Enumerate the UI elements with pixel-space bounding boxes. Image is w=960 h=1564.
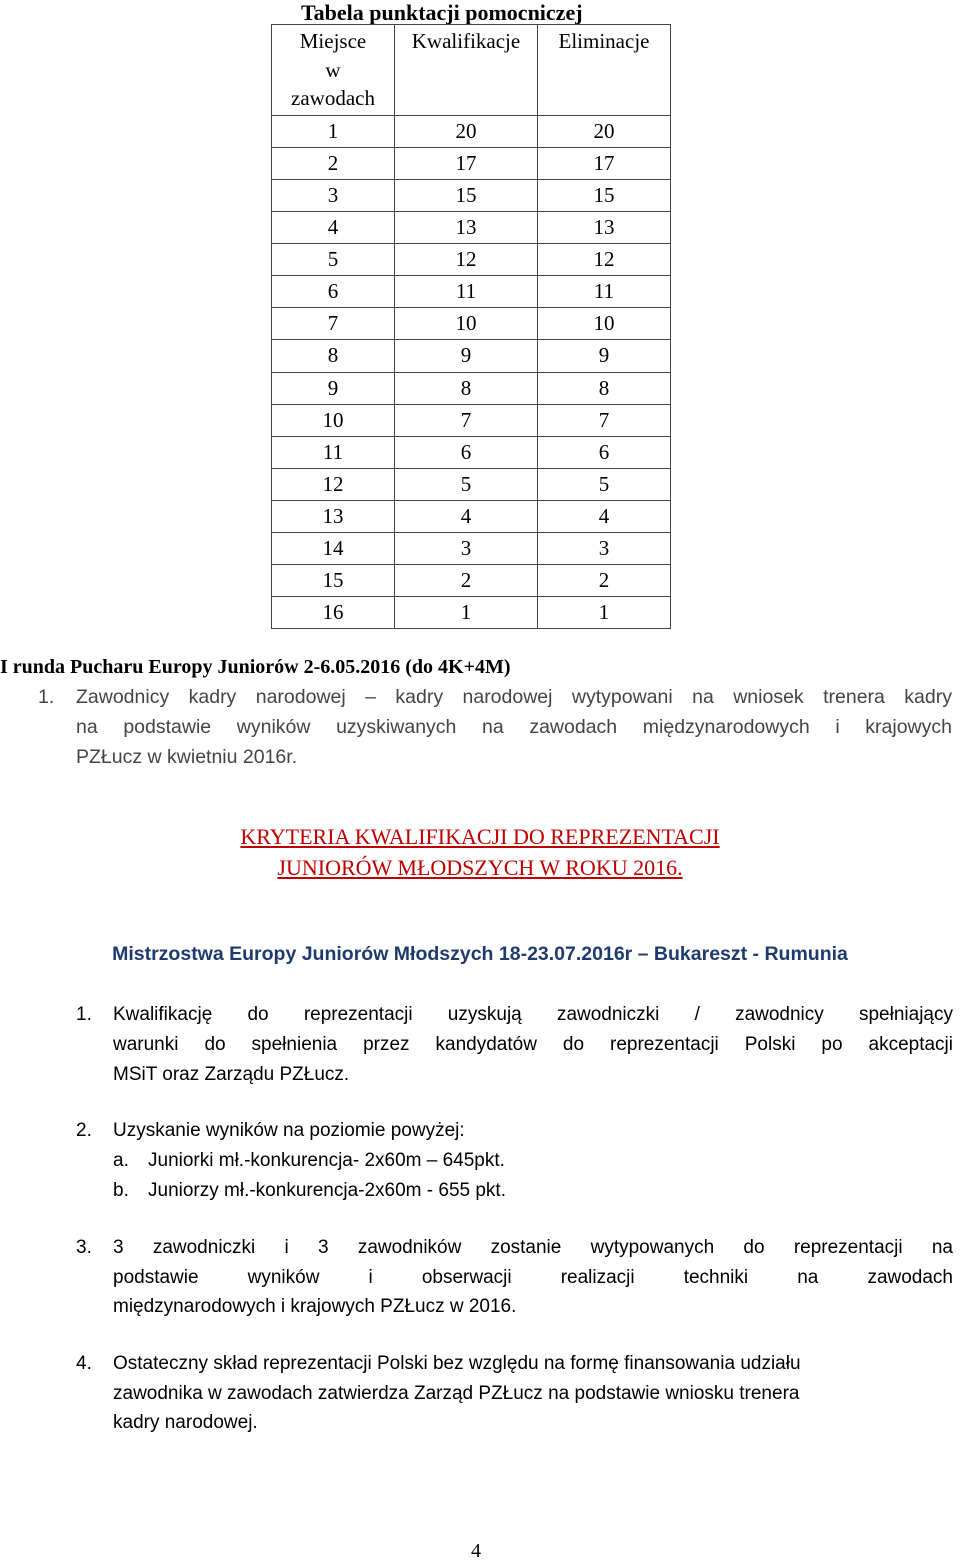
place-cell: 9 xyxy=(272,372,395,404)
place-cell: 4 xyxy=(272,212,395,244)
place-cell: 3 xyxy=(272,179,395,211)
place-cell: 6 xyxy=(272,276,395,308)
criteria-item-line: Uzyskanie wyników na poziomie powyżej: xyxy=(113,1120,465,1141)
eliminations-cell: 6 xyxy=(538,436,671,468)
table-row xyxy=(272,533,671,565)
qualifications-cell: 20 xyxy=(395,115,538,147)
criteria-item-number: 2. xyxy=(76,1120,92,1141)
qualifications-cell: 4 xyxy=(395,500,538,532)
eliminations-cell: 4 xyxy=(538,500,671,532)
place-cell: 11 xyxy=(272,436,395,468)
qualifications-cell: 11 xyxy=(395,276,538,308)
criteria-item-number: 3. xyxy=(76,1237,92,1258)
column-header-place xyxy=(272,25,395,116)
place-cell: 7 xyxy=(272,308,395,340)
table-row xyxy=(272,244,671,276)
table-row xyxy=(272,276,671,308)
criteria-item-line: Ostateczny skład reprezentacji Polski bez względu na formę finansowania udziału xyxy=(113,1353,801,1374)
table-row xyxy=(272,404,671,436)
qualifications-cell: 3 xyxy=(395,533,538,565)
criteria-item-line: warunki do spełnienia przez kandydatów do reprezentacji Polski po akceptacji xyxy=(113,1034,953,1055)
criteria-subitem-text: Juniorki mł.-konkurencja- 2x60m – 645pkt. xyxy=(148,1150,505,1171)
qualifications-cell: 12 xyxy=(395,244,538,276)
table-row xyxy=(272,372,671,404)
round-item-line: Zawodnicy kadry narodowej – kadry narodowej wytypowani na wniosek trenera kadry xyxy=(76,686,952,708)
criteria-heading-line2: JUNIORÓW MŁODSZYCH W ROKU 2016. xyxy=(277,855,683,880)
eliminations-cell: 10 xyxy=(538,308,671,340)
header-place-line: zawodach xyxy=(291,86,375,111)
qualifications-cell: 10 xyxy=(395,308,538,340)
qualifications-cell: 6 xyxy=(395,436,538,468)
criteria-item-number: 1. xyxy=(76,1004,92,1025)
table-row xyxy=(272,212,671,244)
eliminations-cell: 15 xyxy=(538,179,671,211)
criteria-item-line: kadry narodowej. xyxy=(113,1412,258,1433)
criteria-item-line: międzynarodowych i krajowych PZŁucz w 2016. xyxy=(113,1296,517,1317)
place-cell: 13 xyxy=(272,500,395,532)
criteria-item-line: podstawie wyników i obserwacji realizacji techniki na zawodach xyxy=(113,1267,953,1288)
column-header-qualifications: Kwalifikacje xyxy=(395,25,538,116)
qualifications-cell: 17 xyxy=(395,147,538,179)
page-number: 4 xyxy=(471,1540,481,1562)
criteria-item-line: Kwalifikację do reprezentacji uzyskują zawodniczki / zawodnicy spełniający xyxy=(113,1004,953,1025)
criteria-item-line: zawodnika w zawodach zatwierdza Zarząd PZŁucz na podstawie wniosku trenera xyxy=(113,1383,800,1404)
qualifications-cell: 2 xyxy=(395,565,538,597)
place-cell: 8 xyxy=(272,340,395,372)
table-title: Tabela punktacji pomocniczej xyxy=(301,0,583,25)
criteria-item-line: MSiT oraz Zarządu PZŁucz. xyxy=(113,1064,350,1085)
criteria-item-line: 3 zawodniczki i 3 zawodników zostanie wytypowanych do reprezentacji na xyxy=(113,1237,953,1258)
table-row xyxy=(272,115,671,147)
eliminations-cell: 13 xyxy=(538,212,671,244)
championship-heading: Mistrzostwa Europy Juniorów Młodszych 18-23.07.2016r – Bukareszt - Rumunia xyxy=(112,943,848,965)
table-body xyxy=(272,115,671,629)
eliminations-cell: 9 xyxy=(538,340,671,372)
round-heading: I runda Pucharu Europy Juniorów 2-6.05.2016 (do 4K+4M) xyxy=(0,656,511,678)
criteria-item-number: 4. xyxy=(76,1353,92,1374)
eliminations-cell: 7 xyxy=(538,404,671,436)
column-header-eliminations: Eliminacje xyxy=(538,25,671,116)
table-row xyxy=(272,565,671,597)
qualifications-cell: 13 xyxy=(395,212,538,244)
eliminations-cell: 3 xyxy=(538,533,671,565)
eliminations-cell: 1 xyxy=(538,597,671,629)
criteria-subitem-letter: b. xyxy=(113,1180,129,1201)
eliminations-cell: 2 xyxy=(538,565,671,597)
criteria-heading-line1: KRYTERIA KWALIFIKACJI DO REPREZENTACJI xyxy=(240,824,720,849)
table-row xyxy=(272,500,671,532)
header-place-line: Miejsce xyxy=(299,29,367,53)
criteria-subitem-letter: a. xyxy=(113,1150,129,1171)
eliminations-cell: 20 xyxy=(538,115,671,147)
qualifications-cell: 1 xyxy=(395,597,538,629)
place-cell: 1 xyxy=(272,115,395,147)
table-header-row xyxy=(272,25,671,116)
eliminations-cell: 11 xyxy=(538,276,671,308)
qualifications-cell: 15 xyxy=(395,179,538,211)
eliminations-cell: 12 xyxy=(538,244,671,276)
place-cell: 2 xyxy=(272,147,395,179)
table-row xyxy=(272,468,671,500)
criteria-subitem-text: Juniorzy mł.-konkurencja-2x60m - 655 pkt. xyxy=(148,1180,506,1201)
table-row xyxy=(272,308,671,340)
qualifications-cell: 7 xyxy=(395,404,538,436)
round-item-line: na podstawie wyników uzyskiwanych na zawodach międzynarodowych i krajowych xyxy=(76,716,952,738)
round-item-number: 1. xyxy=(38,686,55,708)
table-row xyxy=(272,340,671,372)
eliminations-cell: 5 xyxy=(538,468,671,500)
place-cell: 16 xyxy=(272,597,395,629)
points-table xyxy=(271,24,671,629)
table-row xyxy=(272,147,671,179)
table-row xyxy=(272,597,671,629)
place-cell: 14 xyxy=(272,533,395,565)
eliminations-cell: 8 xyxy=(538,372,671,404)
place-cell: 5 xyxy=(272,244,395,276)
place-cell: 10 xyxy=(272,404,395,436)
qualifications-cell: 8 xyxy=(395,372,538,404)
header-place-line: w xyxy=(325,57,341,82)
place-cell: 15 xyxy=(272,565,395,597)
place-cell: 12 xyxy=(272,468,395,500)
round-item-line: PZŁucz w kwietniu 2016r. xyxy=(76,746,298,768)
qualifications-cell: 9 xyxy=(395,340,538,372)
table-row xyxy=(272,436,671,468)
qualifications-cell: 5 xyxy=(395,468,538,500)
table-row xyxy=(272,179,671,211)
eliminations-cell: 17 xyxy=(538,147,671,179)
